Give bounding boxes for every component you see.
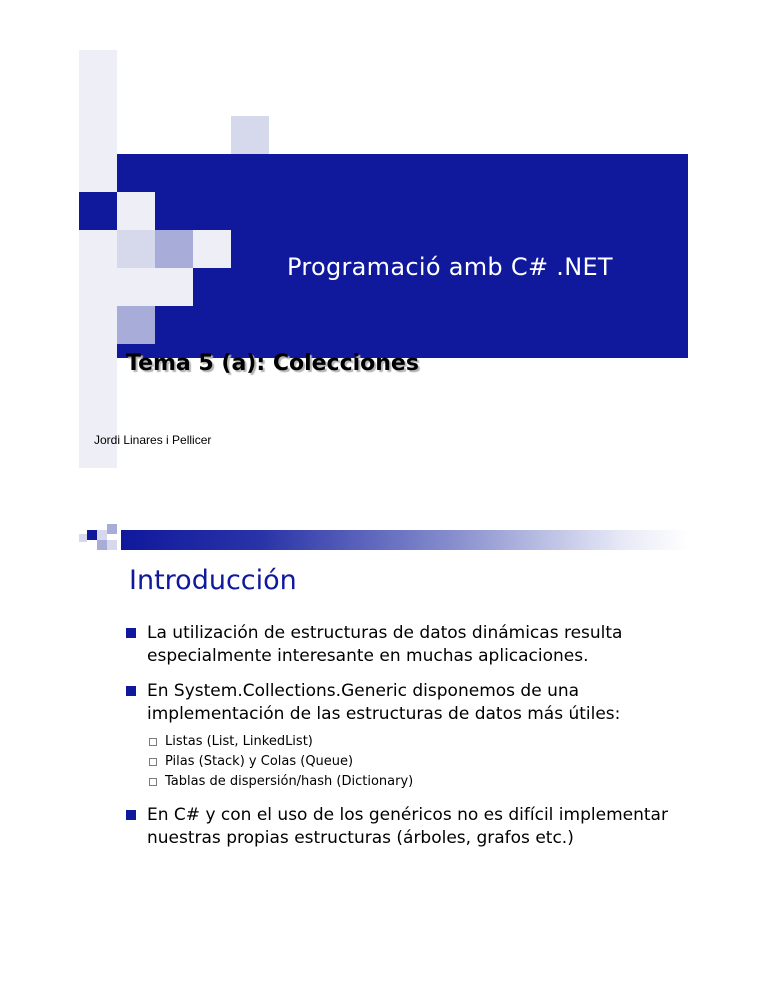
square-bullet-icon xyxy=(126,810,136,820)
author-name: Jordi Linares i Pellicer xyxy=(94,433,212,447)
sub-bullet-text: Pilas (Stack) y Colas (Queue) xyxy=(165,754,354,769)
header-gradient-bar xyxy=(121,530,688,550)
decor-square xyxy=(79,192,117,230)
bullet-text: En C# y con el uso de los genéricos no es difícil implementar nuestras propias estructuras (árboles, grafos etc.) xyxy=(147,805,668,848)
decor-square xyxy=(231,116,269,154)
sub-list-item xyxy=(147,732,683,752)
hollow-square-bullet-icon xyxy=(149,778,157,786)
sub-bullet-text: Listas (List, LinkedList) xyxy=(165,734,313,749)
square-bullet-icon xyxy=(126,686,136,696)
slide-heading: Introducción xyxy=(129,565,297,596)
list-item xyxy=(123,680,683,792)
hollow-square-bullet-icon xyxy=(149,738,157,746)
decor-square xyxy=(117,268,155,306)
sub-list-item xyxy=(147,772,683,792)
topic-title: Tema 5 (a): Colecciones xyxy=(126,351,419,376)
content-slide xyxy=(79,520,688,940)
decor-square xyxy=(155,230,193,268)
hollow-square-bullet-icon xyxy=(149,758,157,766)
decorative-strip xyxy=(79,50,117,468)
decor-square xyxy=(97,540,107,550)
sub-list-item xyxy=(147,752,683,772)
decor-square xyxy=(117,306,155,344)
presentation-title: Programació amb C# .NET xyxy=(287,253,613,281)
decor-square xyxy=(87,530,97,540)
square-bullet-icon xyxy=(126,628,136,638)
title-slide xyxy=(79,50,688,468)
sub-bullet-list xyxy=(147,732,683,792)
sub-bullet-text: Tablas de dispersión/hash (Dictionary) xyxy=(165,774,414,789)
bullet-text: En System.Collections.Generic disponemos de una implementación de las estructuras de datos más útiles: xyxy=(147,681,621,724)
decor-square xyxy=(107,524,117,534)
decor-square xyxy=(193,230,231,268)
bullet-list xyxy=(123,622,683,862)
decor-square xyxy=(117,192,155,230)
bullet-text: La utilización de estructuras de datos dinámicas resulta especialmente interesante en muchas aplicaciones. xyxy=(147,623,623,666)
decor-square xyxy=(79,534,87,542)
decor-square xyxy=(107,540,117,550)
decor-square xyxy=(97,530,107,540)
list-item xyxy=(123,804,683,850)
list-item xyxy=(123,622,683,668)
decor-square xyxy=(117,230,155,268)
decor-square xyxy=(155,268,193,306)
